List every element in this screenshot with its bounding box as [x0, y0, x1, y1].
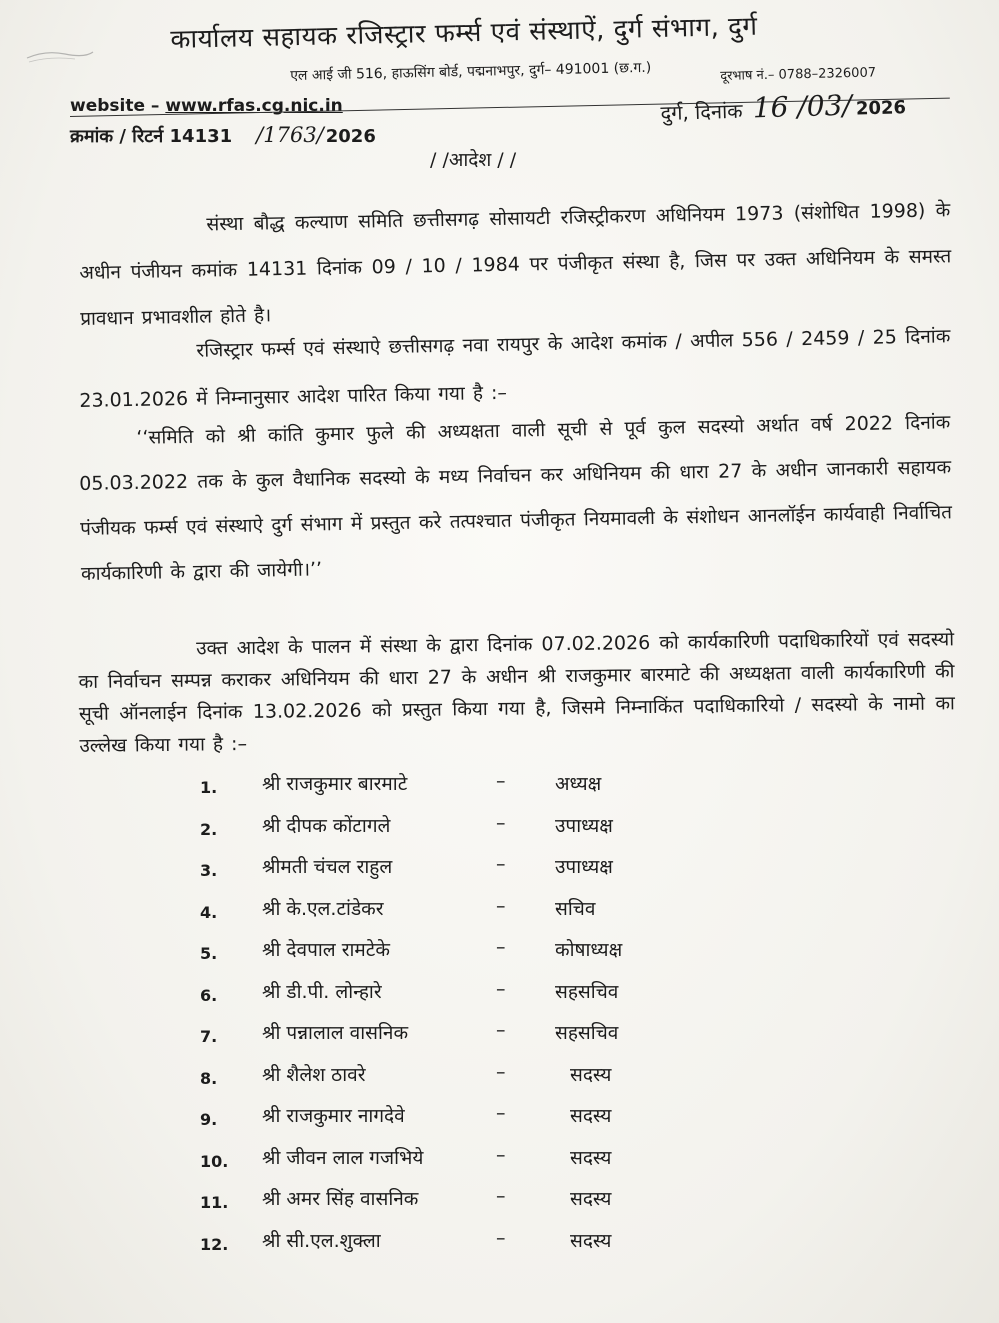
paragraph-quoted-order: ‘‘समिति को श्री कांति कुमार फुले की अध्यक्षता वाली सूची से पूर्व कुल सदस्यो अर्थात वर्ष 2022 दिनांक 05.03.2022 तक के कुल वैधानिक सदस्यो के मध्य निर्वाचन कर अधिनियम की धारा 27 के अधीन जानकारी सहायक पंजीयक फर्म्स एवं संस्थाऐ दुर्ग संभाग में प्रस्तुत करे तत्पश्चात पंजीकृत नियमावली के संशोधन आनलॉईन कार्यवाही निर्वाचित कार्यकारिणी के द्वारा की जायेगी।’’	[79, 411, 953, 585]
list-item	[200, 1019, 660, 1061]
member-role: अध्यक्ष	[555, 773, 602, 795]
member-role: सदस्य	[570, 1063, 612, 1086]
member-role: उपाध्यक्ष	[555, 814, 613, 837]
item-number: 10.	[200, 1151, 229, 1171]
item-number: 9.	[200, 1110, 218, 1129]
separator-dash: –	[496, 1185, 506, 1207]
member-name: श्री डी.पी. लोन्हारे	[262, 980, 382, 1003]
reference-handwritten-number: /1763/	[256, 123, 324, 147]
separator-dash: –	[496, 936, 506, 958]
reference-label: क्रमांक / रिटर्न 14131	[70, 126, 233, 147]
list-item	[200, 853, 660, 895]
member-name: श्री राजकुमार बारमाटे	[262, 773, 408, 795]
list-item	[200, 978, 660, 1020]
member-name: श्री देवपाल रामटेके	[262, 939, 390, 961]
member-role: सदस्य	[570, 1146, 612, 1169]
list-item	[200, 1061, 660, 1103]
paragraph-registrar-order: रजिस्ट्रार फर्म्स एवं संस्थाऐ छत्तीसगढ़ नवा रायपुर के आदेश कमांक / अपील 556 / 2459 / 25 दिनांक 23.01.2026 में निम्नानुसार आदेश पारित किया गया है :–	[79, 325, 951, 412]
office-address: एल आई जी 516, हाऊसिंग बोर्ड, पद्मनाभपुर, दुर्ग– 491001 (छ.ग.)	[290, 59, 652, 84]
member-name: श्री पन्नालाल वासनिक	[262, 1022, 409, 1044]
member-name: श्री अमर सिंह वासनिक	[262, 1188, 419, 1210]
separator-dash: –	[496, 1226, 506, 1249]
member-role: उपाध्यक्ष	[555, 856, 613, 878]
website-link[interactable]: www.rfas.cg.nic.in	[165, 96, 343, 116]
list-item	[200, 1144, 660, 1186]
list-item	[200, 1227, 660, 1269]
list-item	[200, 1102, 660, 1144]
member-role: सहसचिव	[555, 980, 619, 1003]
separator-dash: –	[496, 853, 506, 875]
office-bearers-list	[200, 770, 660, 1268]
member-name: श्री जीवन लाल गजभिये	[262, 1146, 424, 1169]
date-year: 2026	[855, 97, 907, 120]
item-number: 7.	[200, 1027, 218, 1046]
separator-dash: –	[496, 894, 506, 917]
item-number: 4.	[200, 902, 218, 922]
list-item	[200, 1185, 660, 1227]
office-title: कार्यालय सहायक रजिस्ट्रार फर्म्स एवं संस्थाऐं, दुर्ग संभाग, दुर्ग	[170, 11, 758, 55]
member-name: श्री के.एल.टांडेकर	[262, 897, 384, 920]
list-item	[200, 895, 660, 937]
office-phone: दूरभाष नं.– 0788–2326007	[720, 65, 877, 84]
date-label: दुर्ग, दिनांक	[660, 98, 743, 125]
item-number: 2.	[200, 819, 218, 839]
member-role: सदस्य	[570, 1188, 612, 1210]
reference-number	[70, 123, 376, 148]
paragraph-election-compliance: उक्त आदेश के पालन में संस्था के द्वारा दिनांक 07.02.2026 को कार्यकारिणी पदाधिकारियों एवं सदस्यो का निर्वाचन सम्पन्न कराकर अधिनियम की धारा 27 के अधीन श्री राजकुमार बारमाटे की अध्यक्षता वाली कार्यकारिणी की सूची ऑनलाईन दिनांक 13.02.2026 को प्रस्तुत किया गया है, जिसमे निम्नाकिंत पदाधिकारियो / सदस्यो के नामो का उल्लेख किया गया है :–	[78, 628, 956, 757]
separator-dash: –	[496, 770, 506, 792]
item-number: 1.	[200, 778, 218, 797]
list-item	[200, 936, 660, 978]
member-name: श्री शैलेश ठावरे	[262, 1063, 366, 1086]
list-item	[200, 770, 660, 812]
item-number: 5.	[200, 944, 218, 963]
member-name: श्री दीपक कोंटागले	[262, 814, 391, 837]
item-number: 11.	[200, 1193, 229, 1212]
list-item	[200, 812, 660, 854]
separator-dash: –	[496, 1060, 506, 1083]
member-role: सदस्य	[570, 1105, 612, 1127]
item-number: 12.	[200, 1234, 229, 1254]
item-number: 3.	[200, 861, 218, 880]
date-handwritten: 16 /03/	[752, 88, 853, 125]
item-number: 6.	[200, 985, 218, 1005]
separator-dash: –	[496, 1102, 506, 1124]
member-role: सहसचिव	[555, 1022, 619, 1044]
member-name: श्री सी.एल.शुक्ला	[262, 1229, 381, 1252]
separator-dash: –	[496, 1143, 506, 1166]
member-name: श्रीमती चंचल राहुल	[262, 856, 393, 878]
separator-dash: –	[496, 977, 506, 1000]
scan-artifact	[25, 40, 95, 70]
member-name: श्री राजकुमार नागदेवे	[262, 1105, 405, 1127]
reference-year: 2026	[325, 126, 376, 147]
order-heading: / /आदेश / /	[430, 149, 517, 171]
separator-dash: –	[496, 811, 506, 834]
order-date	[660, 87, 906, 127]
member-role: सचिव	[555, 897, 596, 920]
paragraph-registration: संस्था बौद्ध कल्याण समिति छत्तीसगढ़ सोसायटी रजिस्ट्रीकरण अधिनियम 1973 (संशोधित 1998) के अधीन पंजीयन कमांक 14131 दिनांक 09 / 10 / 1984 पर पंजीकृत संस्था है, जिस पर उक्त अधिनियम के समस्त प्रावधान प्रभावशील होते है।	[79, 199, 952, 330]
member-role: कोषाध्यक्ष	[555, 939, 623, 961]
separator-dash: –	[496, 1019, 506, 1041]
member-role: सदस्य	[570, 1229, 612, 1252]
website-label: website –	[70, 96, 166, 116]
item-number: 8.	[200, 1068, 218, 1088]
